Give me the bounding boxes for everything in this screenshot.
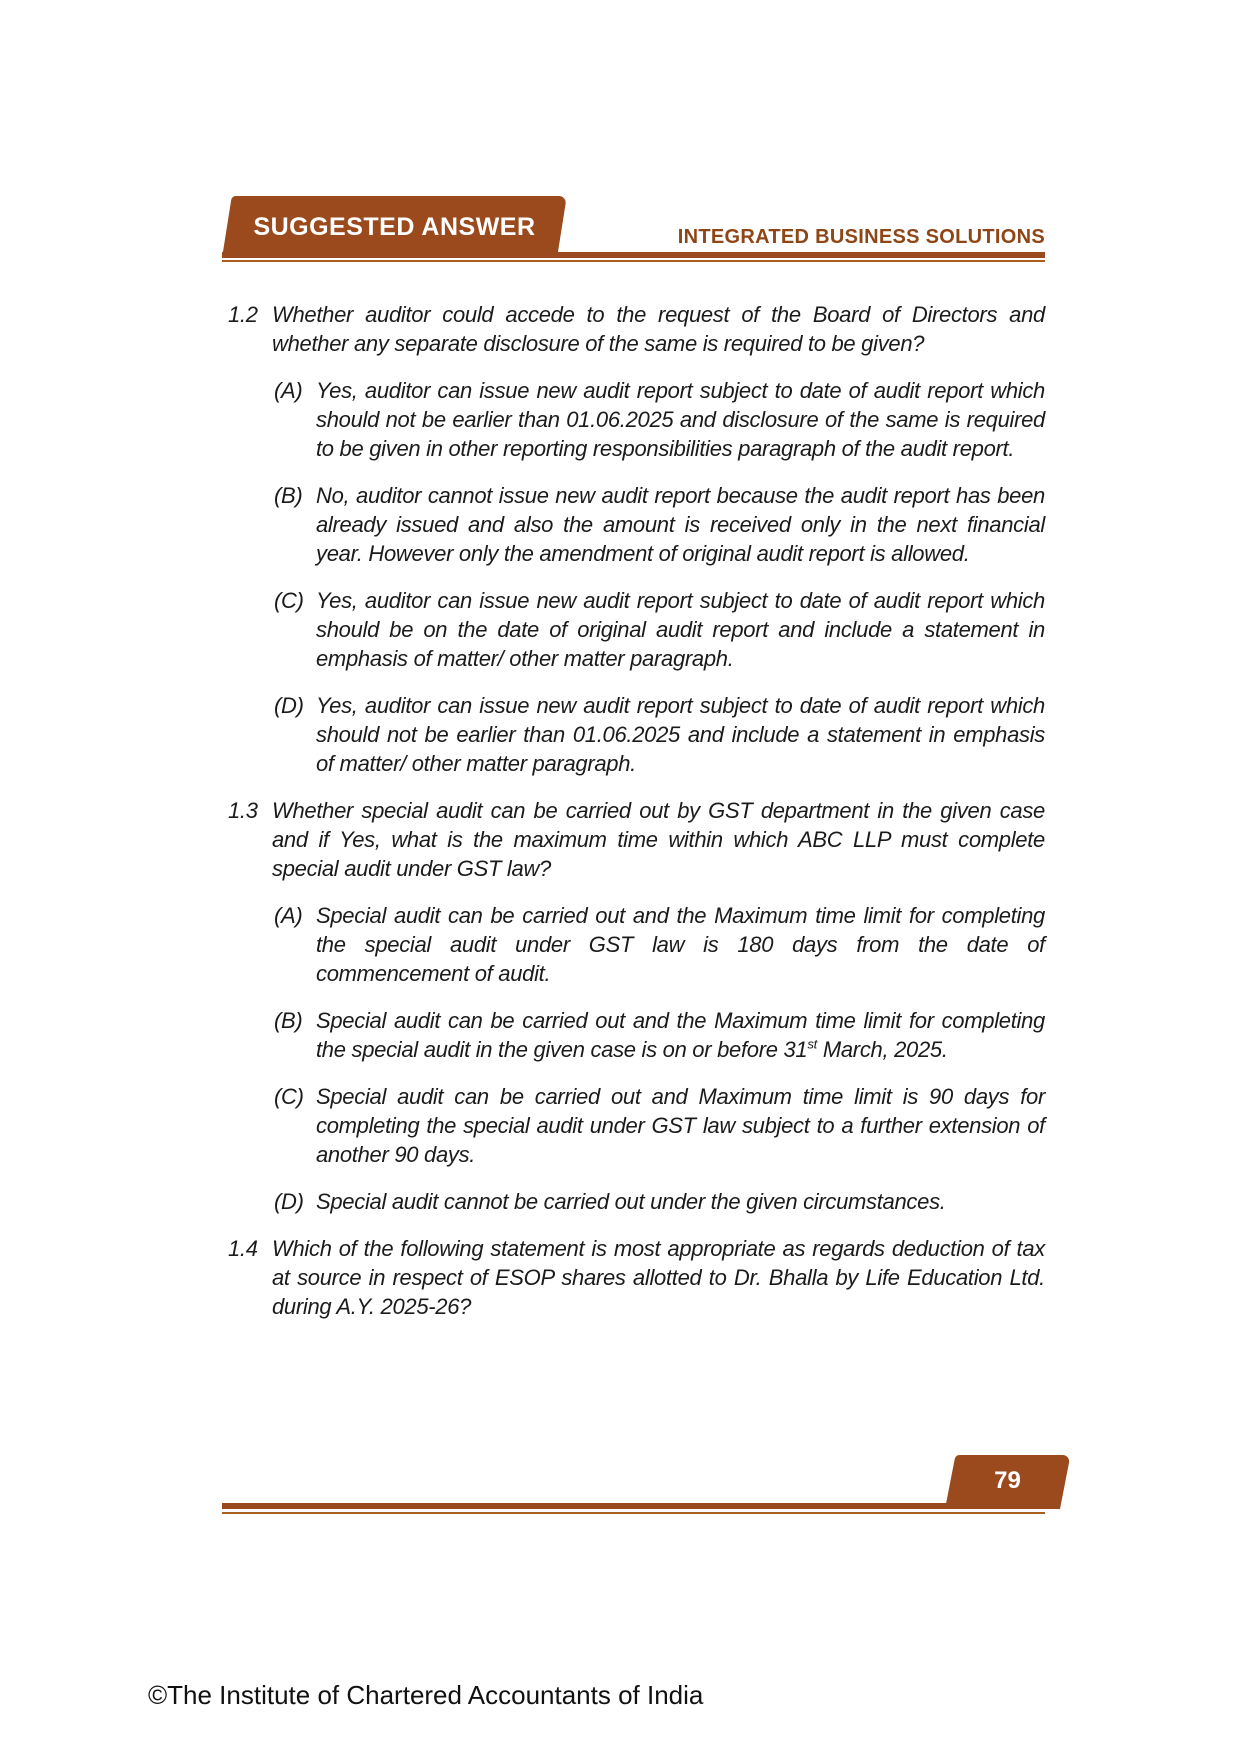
option-1-3-b — [274, 1006, 1045, 1064]
option-text-segment: March, 2025. — [817, 1037, 948, 1062]
question-number: 1.3 — [228, 798, 258, 823]
option-text: Yes, auditor can issue new audit report subject to date of audit report which should not be earlier than 01.06.2025 and include a statement in emphasis of matter/ other matter paragraph. — [316, 693, 1045, 776]
footer-rule-thick — [222, 1503, 1045, 1509]
option-1-2-a — [274, 376, 1045, 463]
option-label: (D) — [274, 1189, 304, 1214]
question-text: Whether auditor could accede to the request of the Board of Directors and whether any separate disclosure of the same is required to be given? — [272, 302, 1045, 356]
question-text: Which of the following statement is most appropriate as regards deduction of tax at source in respect of ESOP shares allotted to Dr. Bhalla by Life Education Ltd. during A.Y. 2025-26? — [272, 1236, 1045, 1319]
option-1-3-c — [274, 1082, 1045, 1169]
header-rule-thin — [222, 260, 1045, 262]
option-text: No, auditor cannot issue new audit report because the audit report has been already issued and also the amount is received only in the next financial year. However only the amendment of original audit report is allowed. — [316, 483, 1045, 566]
option-1-3-a — [274, 901, 1045, 988]
suggested-answer-label: SUGGESTED ANSWER — [253, 212, 536, 241]
question-1-2 — [228, 300, 1045, 358]
option-1-2-b — [274, 481, 1045, 568]
page-title: INTEGRATED BUSINESS SOLUTIONS — [677, 226, 1045, 248]
option-1-2-c — [274, 586, 1045, 673]
question-number: 1.4 — [228, 1236, 258, 1261]
page-number: 79 — [994, 1467, 1021, 1494]
option-text: Special audit can be carried out and the Maximum time limit for completing the special audit under GST law is 180 days from the date of commencement of audit. — [316, 903, 1045, 986]
option-label: (A) — [274, 903, 303, 928]
option-text: Yes, auditor can issue new audit report subject to date of audit report which should not be earlier than 01.06.2025 and disclosure of the same is required to be given in other reporting responsibilities paragraph of the audit report. — [316, 378, 1045, 461]
option-label: (B) — [274, 1008, 303, 1033]
questions-section — [228, 300, 1045, 1339]
footer-rule-thin — [222, 1512, 1045, 1514]
option-label: (D) — [274, 693, 304, 718]
option-label: (A) — [274, 378, 303, 403]
question-number: 1.2 — [228, 302, 258, 327]
question-1-4 — [228, 1234, 1045, 1321]
option-label: (B) — [274, 483, 303, 508]
header-rule-thick — [222, 252, 1045, 258]
option-1-3-d — [274, 1187, 1045, 1216]
option-label: (C) — [274, 1084, 304, 1109]
option-text: Special audit can be carried out and Maximum time limit is 90 days for completing the special audit under GST law subject to a further extension of another 90 days. — [316, 1084, 1045, 1167]
option-text: Special audit cannot be carried out under the given circumstances. — [316, 1189, 946, 1214]
option-text: Yes, auditor can issue new audit report subject to date of audit report which should be on the date of original audit report and include a statement in emphasis of matter/ other matter paragraph. — [316, 588, 1045, 671]
option-label: (C) — [274, 588, 304, 613]
copyright-notice: ©The Institute of Chartered Accountants of India — [148, 1680, 704, 1710]
question-1-3 — [228, 796, 1045, 883]
option-1-2-d — [274, 691, 1045, 778]
question-text: Whether special audit can be carried out by GST department in the given case and if Yes, what is the maximum time within which ABC LLP must complete special audit under GST law? — [272, 798, 1045, 881]
ordinal-superscript: st — [807, 1036, 818, 1052]
option-text-segment: Special audit can be carried out and the Maximum time limit for completing the special audit in the given case is on or before 31 — [316, 1008, 1045, 1062]
option-text — [316, 1006, 1045, 1064]
